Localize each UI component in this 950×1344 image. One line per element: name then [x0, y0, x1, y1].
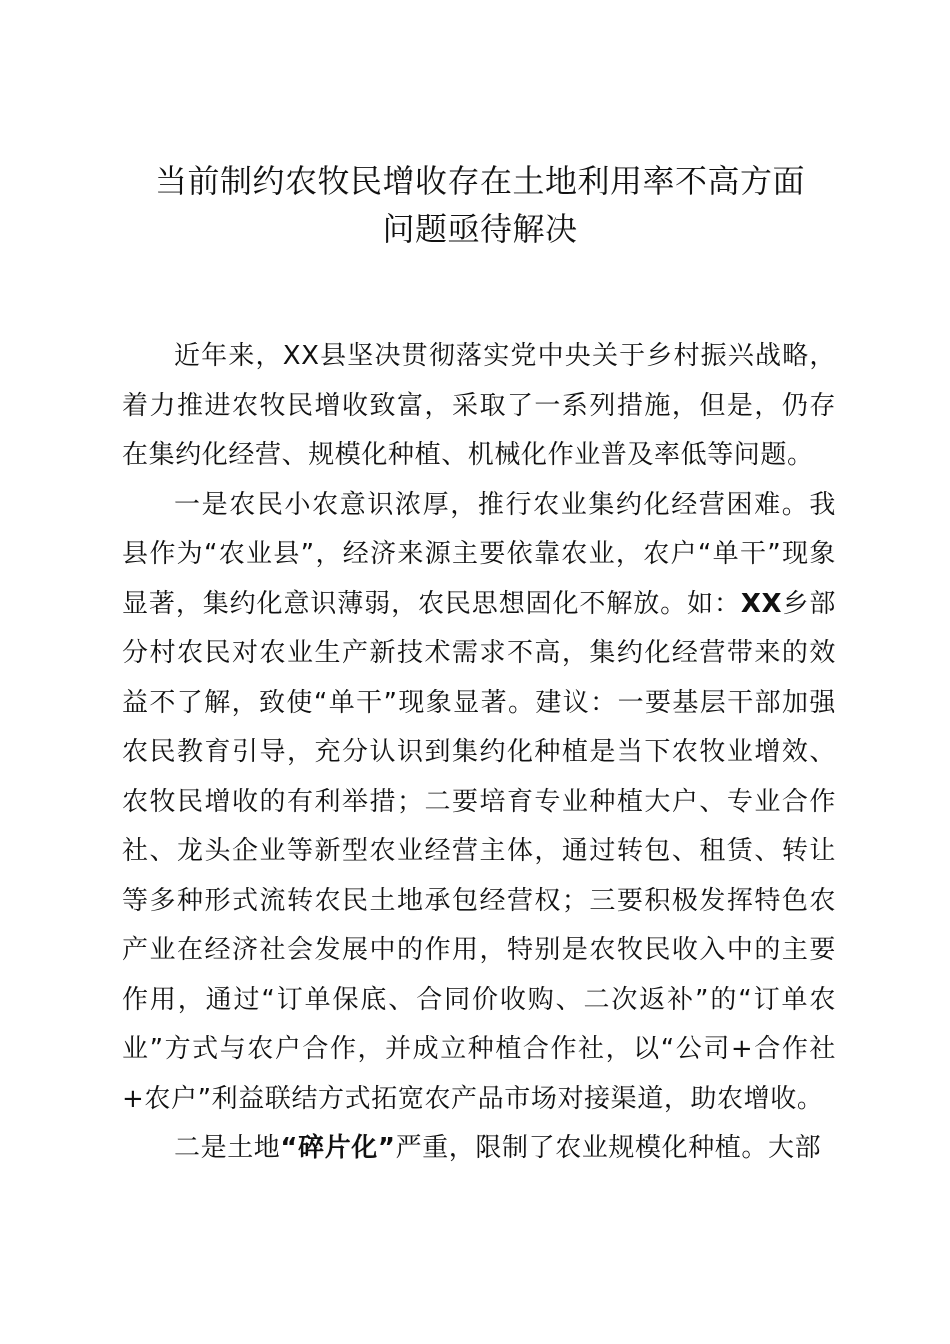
paragraph-point-one	[122, 481, 836, 1125]
document-body	[122, 332, 836, 1174]
paragraph-point-one-text-end: 乡部分村农民对农业生产新技术需求不高，集约化经营带来的效益不了解，致使“单干”现象显著。建议：一要基层干部加强农民教育引导，充分认识到集约化种植是当下农牧业增效、农牧民增收的有利举措；二要培育专业种植大户、专业合作社、龙头企业等新型农业经营主体，通过转包、租赁、转让等多种形式流转农民土地承包经营权；三要积极发挥特色农产业在经济社会发展中的作用，特别是农牧民收入中的主要作用，通过“订单保底、合同价收购、二次返补”的“订单农业”方式与农户合作，并成立种植合作社，以“公司+合作社+农户”利益联结方式拓宽农产品市场对接渠道，助农增收。	[122, 588, 836, 1114]
document-title-line-1: 当前制约农牧民增收存在土地利用率不高方面	[154, 162, 805, 200]
paragraph-point-two	[122, 1124, 836, 1174]
paragraph-point-one-text-start: 一是农民小农意识浓厚，推行农业集约化经营困难。我县作为“农业县”，经济来源主要依靠农业，农户“单干”现象显著，集约化意识薄弱，农民思想固化不解放。如：	[122, 489, 836, 619]
paragraph-point-two-text-start: 二是土地	[174, 1133, 281, 1163]
paragraph-point-one-bold: XX	[740, 588, 783, 619]
document-title-line-2: 问题亟待解决	[382, 210, 578, 248]
paragraph-intro	[122, 332, 836, 481]
paragraph-point-two-text-end: 严重，限制了农业规模化种植。大部	[395, 1133, 822, 1163]
paragraph-intro-text: 近年来，XX县坚决贯彻落实党中央关于乡村振兴战略，着力推进农牧民增收致富，采取了一系列措施，但是，仍存在集约化经营、规模化种植、机械化作业普及率低等问题。	[122, 341, 836, 470]
paragraph-point-two-bold: “碎片化”	[280, 1133, 396, 1163]
